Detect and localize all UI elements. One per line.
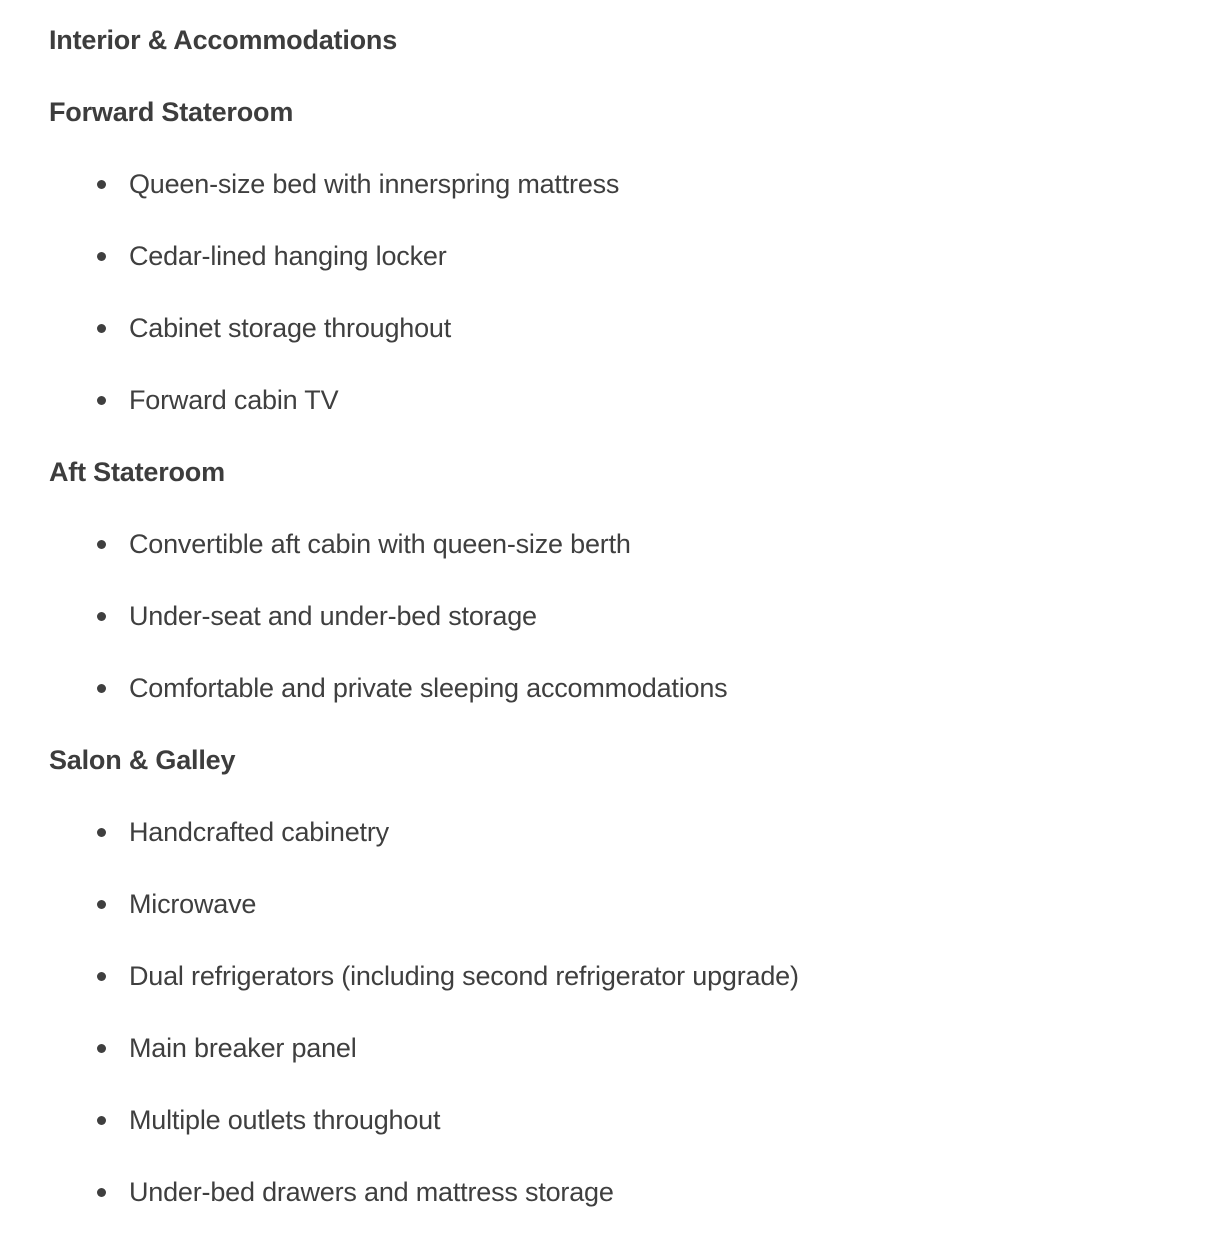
list-item (49, 524, 1189, 596)
list-item (49, 164, 1189, 236)
list-item (49, 1172, 1189, 1244)
feature-list (49, 164, 1189, 452)
list-item-text: Comfortable and private sleeping accommodations (129, 673, 728, 703)
list-item (49, 812, 1189, 884)
list-item (49, 380, 1189, 452)
list-item (49, 308, 1189, 380)
list-item (49, 1100, 1189, 1172)
bullet-icon (97, 1044, 106, 1053)
list-item-text: Cabinet storage throughout (129, 313, 452, 343)
list-item-text: Cedar-lined hanging locker (129, 241, 447, 271)
bullet-icon (97, 180, 106, 189)
bullet-icon (97, 972, 106, 981)
spec-content (49, 20, 1189, 1244)
bullet-icon (97, 540, 106, 549)
bullet-icon (97, 900, 106, 909)
bullet-icon (97, 252, 106, 261)
bullet-icon (97, 828, 106, 837)
list-item-text: Convertible aft cabin with queen-size berth (129, 529, 631, 559)
list-item (49, 1028, 1189, 1100)
bullet-icon (97, 1116, 106, 1125)
feature-list (49, 524, 1189, 740)
list-item-text: Multiple outlets throughout (129, 1105, 441, 1135)
list-item-text: Microwave (129, 889, 257, 919)
list-item-text: Handcrafted cabinetry (129, 817, 389, 847)
list-item (49, 884, 1189, 956)
bullet-icon (97, 396, 106, 405)
section-heading: Aft Stateroom (49, 457, 225, 487)
bullet-icon (97, 324, 106, 333)
section-forward-stateroom (49, 92, 1189, 452)
list-item (49, 668, 1189, 740)
list-item-text: Dual refrigerators (including second refrigerator upgrade) (129, 961, 799, 991)
page-title: Interior & Accommodations (49, 25, 398, 55)
bullet-icon (97, 1188, 106, 1197)
section-heading: Salon & Galley (49, 745, 236, 775)
bullet-icon (97, 684, 106, 693)
list-item (49, 596, 1189, 668)
section-aft-stateroom (49, 452, 1189, 740)
section-salon-galley (49, 740, 1189, 1244)
section-heading: Forward Stateroom (49, 97, 294, 127)
list-item-text: Under-bed drawers and mattress storage (129, 1177, 614, 1207)
feature-list (49, 812, 1189, 1244)
list-item-text: Forward cabin TV (129, 385, 339, 415)
bullet-icon (97, 612, 106, 621)
list-item-text: Queen-size bed with innerspring mattress (129, 169, 620, 199)
list-item (49, 956, 1189, 1028)
list-item-text: Under-seat and under-bed storage (129, 601, 537, 631)
list-item (49, 236, 1189, 308)
list-item-text: Main breaker panel (129, 1033, 357, 1063)
